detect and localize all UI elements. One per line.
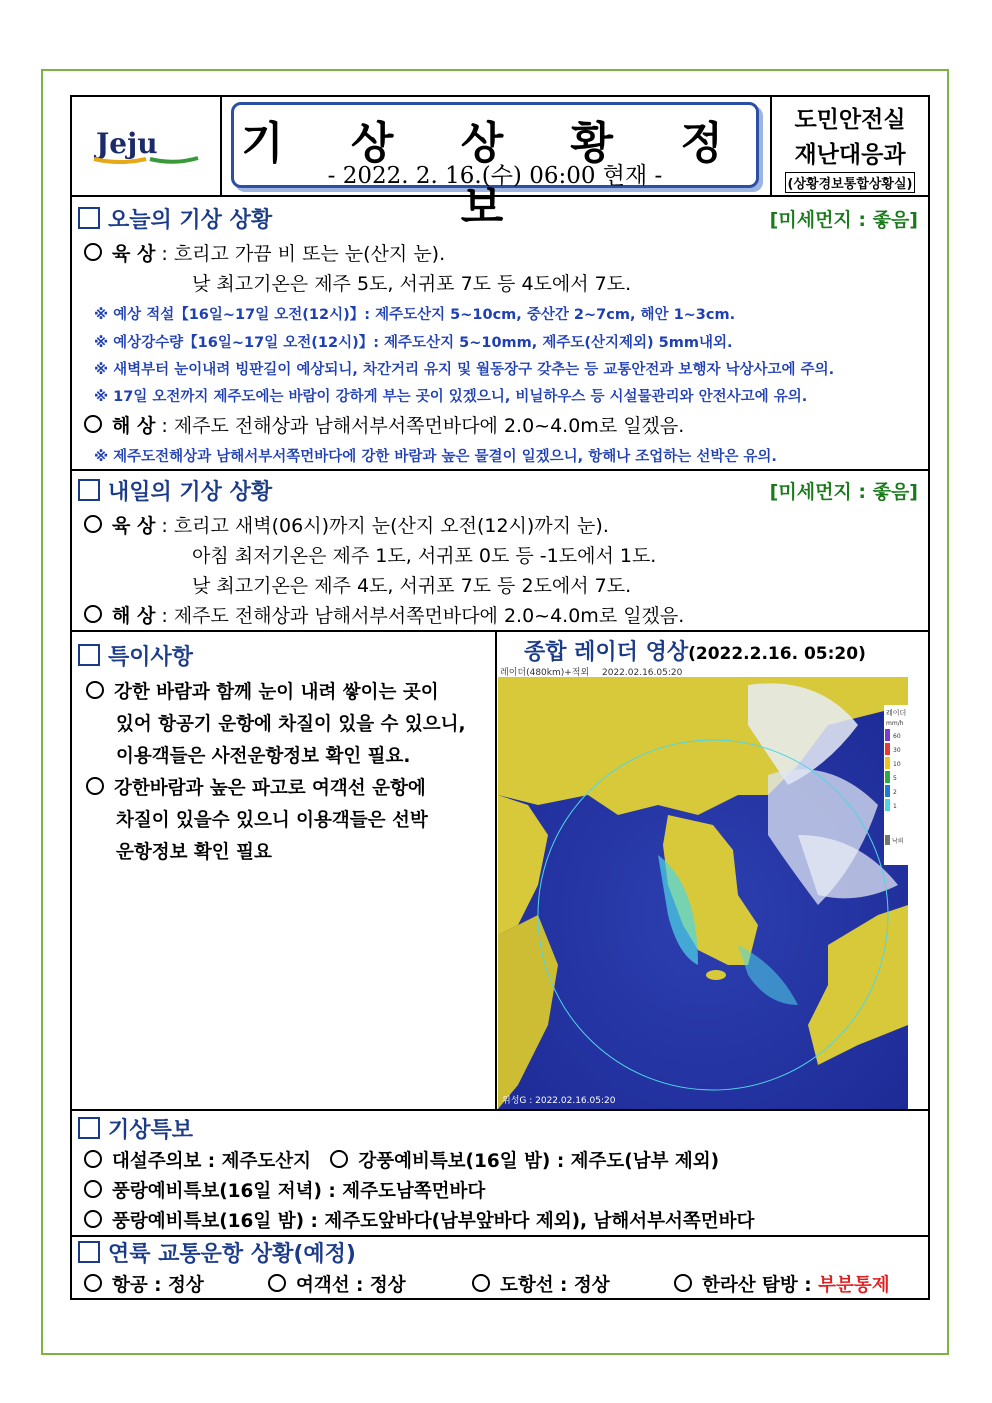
legend-value: 60 bbox=[893, 733, 901, 740]
legend-title: 레이더 bbox=[886, 709, 907, 717]
note-icy-road: ※ 새벽부터 눈이내려 빙판길이 예상되니, 차간거리 유지 및 월동장구 갖추는 등 교통안전과 보행자 낙상사고에 주의. bbox=[94, 362, 835, 378]
radar-caption-top: 레이더(480km)+적외 bbox=[500, 668, 590, 678]
today-sea: 해 상 : 제주도 전해상과 남해서부서쪽먼바다에 2.0~4.0m로 일겠음. bbox=[84, 411, 684, 438]
warnings-section-title: 기상특보 bbox=[78, 1113, 193, 1144]
radar-heading: 종합 레이더 영상(2022.2.16. 05:20) bbox=[524, 640, 866, 665]
column-divider bbox=[495, 630, 497, 1111]
dept-office: (상황경보통합상황실) bbox=[785, 172, 916, 193]
legend-value: 1 bbox=[893, 803, 897, 810]
legend-value: 10 bbox=[893, 761, 901, 768]
divider bbox=[72, 469, 928, 471]
radar-caption-bottom: 위성G : 2022.02.16.05:20 bbox=[502, 1096, 616, 1106]
tomorrow-section-title: 내일의 기상 상황 bbox=[78, 475, 272, 506]
page-title: 기 상 상 황 정 보 bbox=[241, 118, 749, 233]
special-item-1: 강한 바람과 함께 눈이 내려 쌓이는 곳이 있어 항공기 운항에 차질이 있을 수 있으니, 이용객들은 사전운항정보 확인 필요. bbox=[86, 677, 465, 773]
tomorrow-sea: 해 상 : 제주도 전해상과 남해서부서쪽먼바다에 2.0~4.0m로 일겠음. bbox=[84, 601, 684, 628]
title-box bbox=[231, 102, 759, 233]
warning-line-3: 풍랑예비특보(16일 밤) : 제주도앞바다(남부앞바다 제외), 남해서부서쪽먼바다 bbox=[84, 1207, 754, 1233]
today-land: 육 상 : 흐리고 가끔 비 또는 눈(산지 눈). bbox=[84, 239, 445, 266]
legend-unit: mm/h bbox=[886, 720, 904, 727]
tomorrow-dust-status: [미세먼지 : 좋음] bbox=[769, 481, 918, 503]
special-section-title: 특이사항 bbox=[78, 640, 193, 671]
tomorrow-land: 육 상 : 흐리고 새벽(06시)까지 눈(산지 오전(12시)까지 눈). bbox=[84, 511, 609, 538]
radar-caption-time: 2022.02.16.05:20 bbox=[602, 668, 683, 678]
note-wind: ※ 17일 오전까지 제주도에는 바람이 강하게 부는 곳이 있겠으니, 비닐하우스 등 시설물관리와 안전사고에 유의. bbox=[94, 389, 808, 405]
department-cell bbox=[770, 97, 928, 195]
note-sea-warning: ※ 제주도전해상과 남해서부서쪽먼바다에 강한 바람과 높은 물결이 일겠으니, 항해나 조업하는 선박은 유의. bbox=[94, 449, 777, 465]
dept-division: 재난대응과 bbox=[794, 142, 906, 168]
note-snowfall: ※ 예상 적설【16일~17일 오전(12시)】: 제주도산지 5~10cm, 중산간 2~7cm, 해안 1~3cm. bbox=[94, 307, 736, 323]
tomorrow-land-high: 낮 최고기온은 제주 4도, 서귀포 7도 등 2도에서 7도. bbox=[192, 575, 632, 597]
divider bbox=[72, 630, 928, 632]
tomorrow-land-low: 아침 최저기온은 제주 1도, 서귀포 0도 등 -1도에서 1도. bbox=[192, 545, 657, 567]
traffic-island-ferry: 도항선 : 정상 bbox=[472, 1271, 610, 1297]
logo-text: Jeju bbox=[96, 127, 158, 160]
logo-cell bbox=[72, 97, 222, 195]
note-rainfall: ※ 예상강수량【16일~17일 오전(12시)】: 제주도산지 5~10mm, 제주도(산지제외) 5mm내외. bbox=[94, 335, 733, 351]
warning-line-2: 풍랑예비특보(16일 저녁) : 제주도남쪽먼바다 bbox=[84, 1177, 485, 1203]
traffic-ferry: 여객선 : 정상 bbox=[268, 1271, 406, 1297]
jeju-logo-icon bbox=[90, 125, 202, 169]
today-land-temp: 낮 최고기온은 제주 5도, 서귀포 7도 등 4도에서 7도. bbox=[192, 273, 632, 295]
document-sheet bbox=[70, 95, 930, 1300]
today-dust-status: [미세먼지 : 좋음] bbox=[769, 209, 918, 231]
legend-value: 5 bbox=[893, 775, 897, 782]
traffic-section-title: 연륙 교통운항 상황(예정) bbox=[78, 1237, 356, 1268]
legend-value: 2 bbox=[893, 789, 897, 796]
report-date: - 2022. 2. 16.(수) 06:00 현재 - bbox=[327, 163, 663, 189]
warning-line-1: 대설주의보 : 제주도산지 강풍예비특보(16일 밤) : 제주도(남부 제외) bbox=[84, 1147, 719, 1173]
legend-value: 30 bbox=[893, 747, 901, 754]
today-section-title: 오늘의 기상 상황 bbox=[78, 203, 272, 234]
divider bbox=[72, 195, 928, 197]
legend-lightning: 낙뢰 bbox=[892, 838, 904, 845]
traffic-air: 항공 : 정상 bbox=[84, 1271, 204, 1297]
divider bbox=[72, 1109, 928, 1111]
special-item-2: 강한바람과 높은 파고로 여객선 운항에 차질이 있을수 있으니 이용객들은 선박 운항정보 확인 필요 bbox=[86, 773, 428, 869]
radar-image bbox=[498, 665, 908, 1109]
hallasan-status: 부분통제 bbox=[818, 1275, 890, 1296]
dept-name: 도민안전실 bbox=[794, 107, 906, 133]
traffic-hallasan: 한라산 탐방 : 부분통제 bbox=[674, 1271, 890, 1297]
